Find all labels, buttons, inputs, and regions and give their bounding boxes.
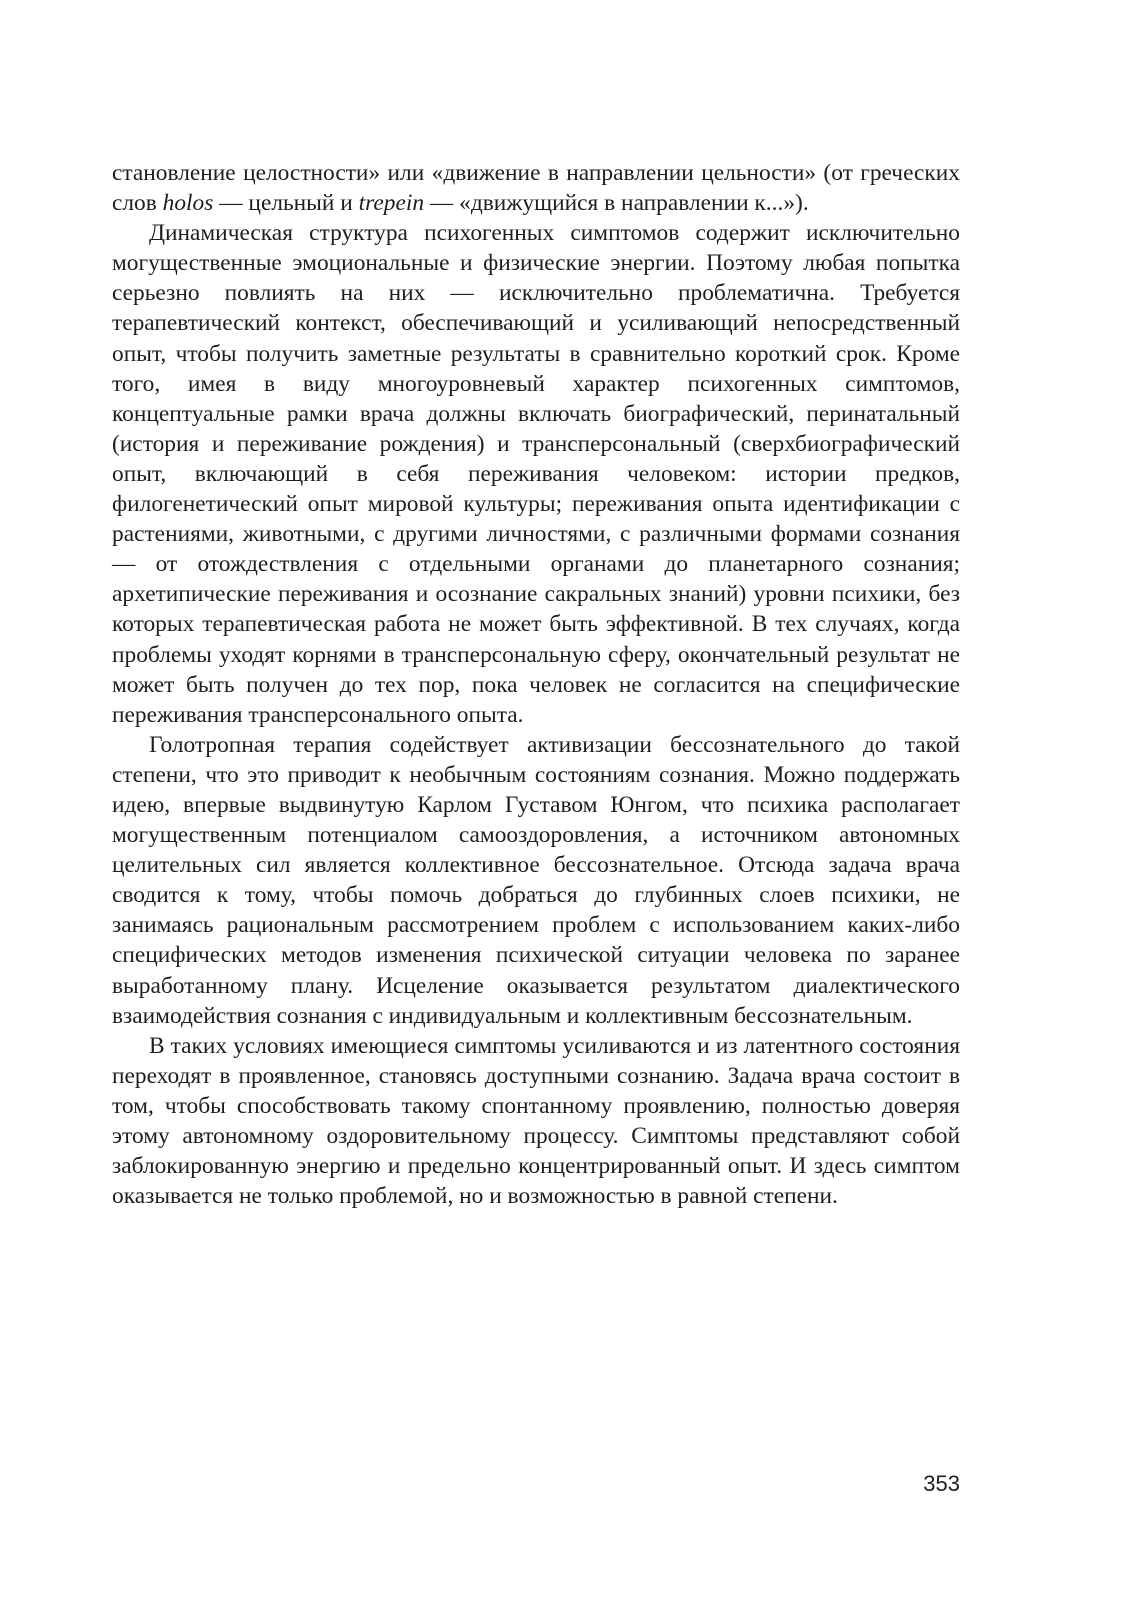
paragraph-text: становление целостности» или «движение в направлении цельности» (от греческих слов xyxy=(112,160,960,217)
paragraph: Динамическая структура психогенных симптомов содержит исключительно могущественные эмоциональные и физические энергии. Поэтому любая попытка серьезно повлиять на них — исключительно проблематична. Требуется терапевтический контекст, обеспечивающий и усиливающий непосредственный опыт, чтобы получить заметные результаты в сравнительно короткий срок. Кроме того, имея в виду многоуровневый характер психогенных симптомов, концептуальные рамки врача должны включать биографический, перинатальный (история и переживание рождения) и трансперсональный (сверхбиографический опыт, включающий в себя переживания человеком: истории предков, филогенетический опыт мировой культуры; переживания опыта идентификации с растениями, животными, с другими личностями, с различными формами сознания — от отождествления с отдельными органами до планетарного сознания; архетипические переживания и осознание сакральных знаний) уровни психики, без которых терапевтическая работа не может быть эффективной. В тех случаях, когда проблемы уходят корнями в трансперсональную сферу, окончательный результат не может быть получен до тех пор, пока человек не согласится на специфические переживания трансперсонального опыта. xyxy=(112,220,960,728)
paragraph-continuation xyxy=(112,158,960,218)
italic-term: trepein xyxy=(358,190,425,217)
paragraph-text: — цельный и xyxy=(213,190,359,217)
paragraph-text: — «движущийся в направлении к...»). xyxy=(424,190,809,217)
body-text xyxy=(112,158,960,1211)
paragraph: Голотропная терапия содействует активизации бессознательного до такой степени, что это приводит к необычным состояниям сознания. Можно поддержать идею, впервые выдвинутую Карлом Густавом Юнгом, что психика располагает могущественным потенциалом самооздоровления, а источником автономных целительных сил является коллективное бессознательное. Отсюда задача врача сводится к тому, чтобы помочь добраться до глубинных слоев психики, не занимаясь рациональным рассмотрением проблем с использованием каких-либо специфических методов изменения психической ситуации человека по заранее выработанному плану. Исцеление оказывается результатом диалектического взаимодействия сознания с индивидуальным и коллективным бессознательным. xyxy=(112,731,960,1029)
page-number: 353 xyxy=(923,1471,960,1496)
paragraph: В таких условиях имеющиеся симптомы усиливаются и из латентного состояния переходят в проявленное, становясь доступными сознанию. Задача врача состоит в том, чтобы способствовать такому спонтанному проявлению, полностью доверяя этому автономному оздоровительному процессу. Симптомы представляют собой заблокированную энергию и предельно концентрированный опыт. И здесь симптом оказывается не только проблемой, но и возможностью в равной степени. xyxy=(112,1032,960,1210)
italic-term: holos xyxy=(162,190,214,217)
